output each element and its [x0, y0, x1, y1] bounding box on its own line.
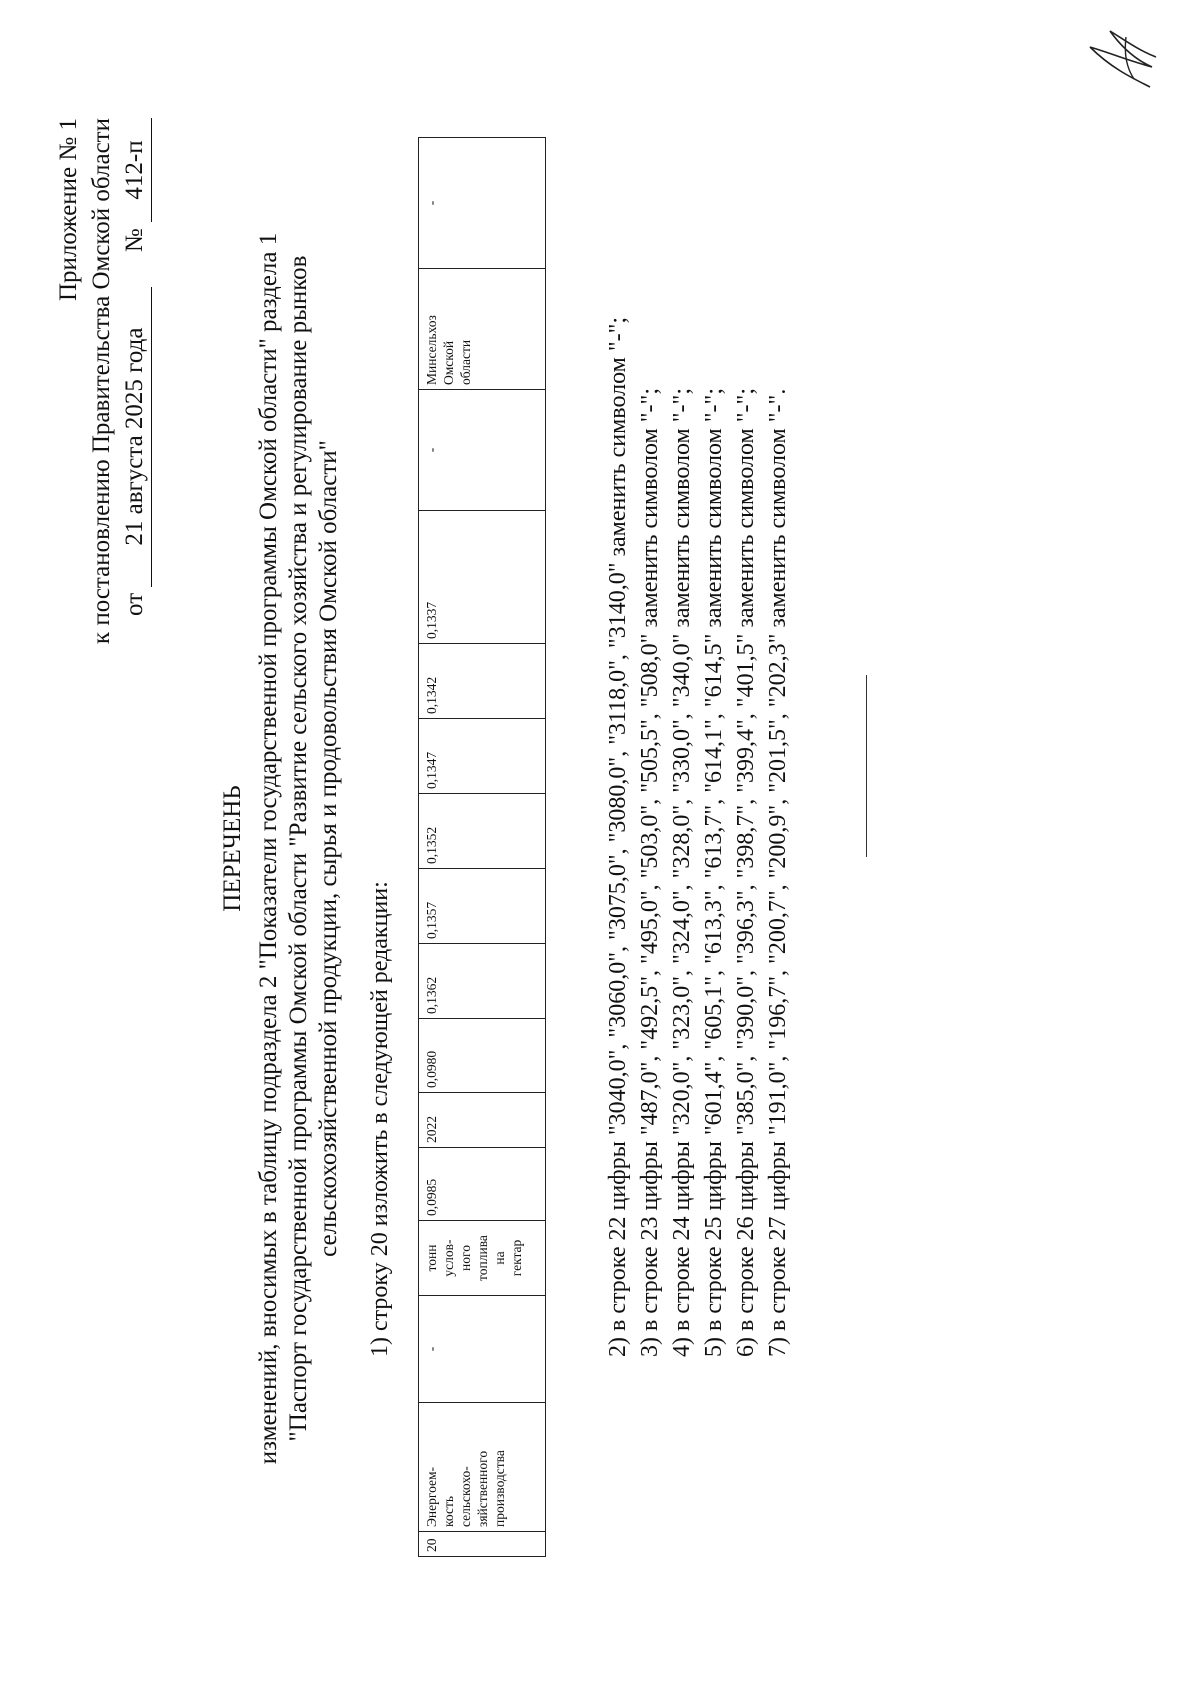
cell-value: 0,1357: [419, 869, 546, 944]
decree-date: 21 августа 2025 года: [118, 287, 152, 587]
cell-dash: -: [419, 1296, 546, 1403]
cell-base-value: 0,0985: [419, 1148, 546, 1221]
signature-initials: [1080, 19, 1162, 97]
closing-divider: [866, 675, 867, 857]
document-title: [218, 200, 344, 1497]
decree-reference: к постановлению Правительства Омской области: [88, 118, 115, 645]
cell-dash: -: [419, 138, 546, 269]
cell-indicator-name: Энергоем- кость сельскохо- зяйственного производства: [419, 1403, 546, 1532]
cell-dash: -: [419, 390, 546, 511]
decree-number: 412-п: [118, 118, 152, 222]
list-item: 5) в строке 25 цифры "601,4", "605,1", "613,3", "613,7", "614,1", "614,5" заменить символом "-";: [701, 388, 727, 1357]
list-item: 4) в строке 24 цифры "320,0", "323,0", "324,0", "328,0", "330,0", "340,0" заменить символом "-";: [669, 388, 695, 1357]
cell-value: 0,1352: [419, 794, 546, 869]
title-line-2: "Паспорт государственной программы Омской области "Развитие сельского хозяйства и регулирование рынков: [285, 255, 312, 1442]
cell-value: 0,1342: [419, 644, 546, 719]
cell-unit: тонн услов- ного топлива на гектар: [419, 1221, 546, 1296]
cell-value: 0,1362: [419, 944, 546, 1019]
cell-value: 0,1347: [419, 719, 546, 794]
title-heading: ПЕРЕЧЕНЬ: [219, 785, 246, 912]
table-row-20: [419, 138, 546, 1557]
item-1: 1) строку 20 изложить в следующей редакции:: [367, 881, 393, 1357]
list-item: 3) в строке 23 цифры "487,0", "492,5", "495,0", "503,0", "505,5", "508,0" заменить символом "-";: [637, 388, 663, 1357]
list-item: 7) в строке 27 цифры "191,0", "196,7", "200,7", "200,9", "201,5", "202,3" заменить символом "-".: [765, 388, 791, 1357]
decree-date-number: [118, 118, 152, 616]
title-line-1: изменений, вносимых в таблицу подраздела 2 "Показатели государственной программы Омской области" раздела 1: [255, 232, 282, 1465]
cell-value: 0,1337: [419, 511, 546, 644]
list-item: 2) в строке 22 цифры "3040,0", "3060,0", "3075,0", "3080,0", "3118,0", "3140,0" заменить символом "-";: [605, 316, 631, 1357]
title-line-3: сельскохозяйственной продукции, сырья и продовольствия Омской области": [315, 440, 342, 1257]
indicator-table: [418, 137, 546, 1557]
cell-row-number: 20: [419, 1532, 546, 1557]
number-label: №: [121, 228, 148, 253]
cell-value: 0,0980: [419, 1019, 546, 1093]
amendments-list: [602, 157, 794, 1357]
cell-base-year: 2022: [419, 1093, 546, 1148]
list-item: 6) в строке 26 цифры "385,0", "390,0", "396,3", "398,7", "399,4", "401,5" заменить символом "-";: [733, 388, 759, 1357]
appendix-header: [52, 118, 192, 718]
appendix-number: Приложение № 1: [55, 118, 82, 302]
cell-responsible: Минсельхоз Омской области: [419, 269, 546, 390]
from-label: от: [121, 592, 148, 616]
